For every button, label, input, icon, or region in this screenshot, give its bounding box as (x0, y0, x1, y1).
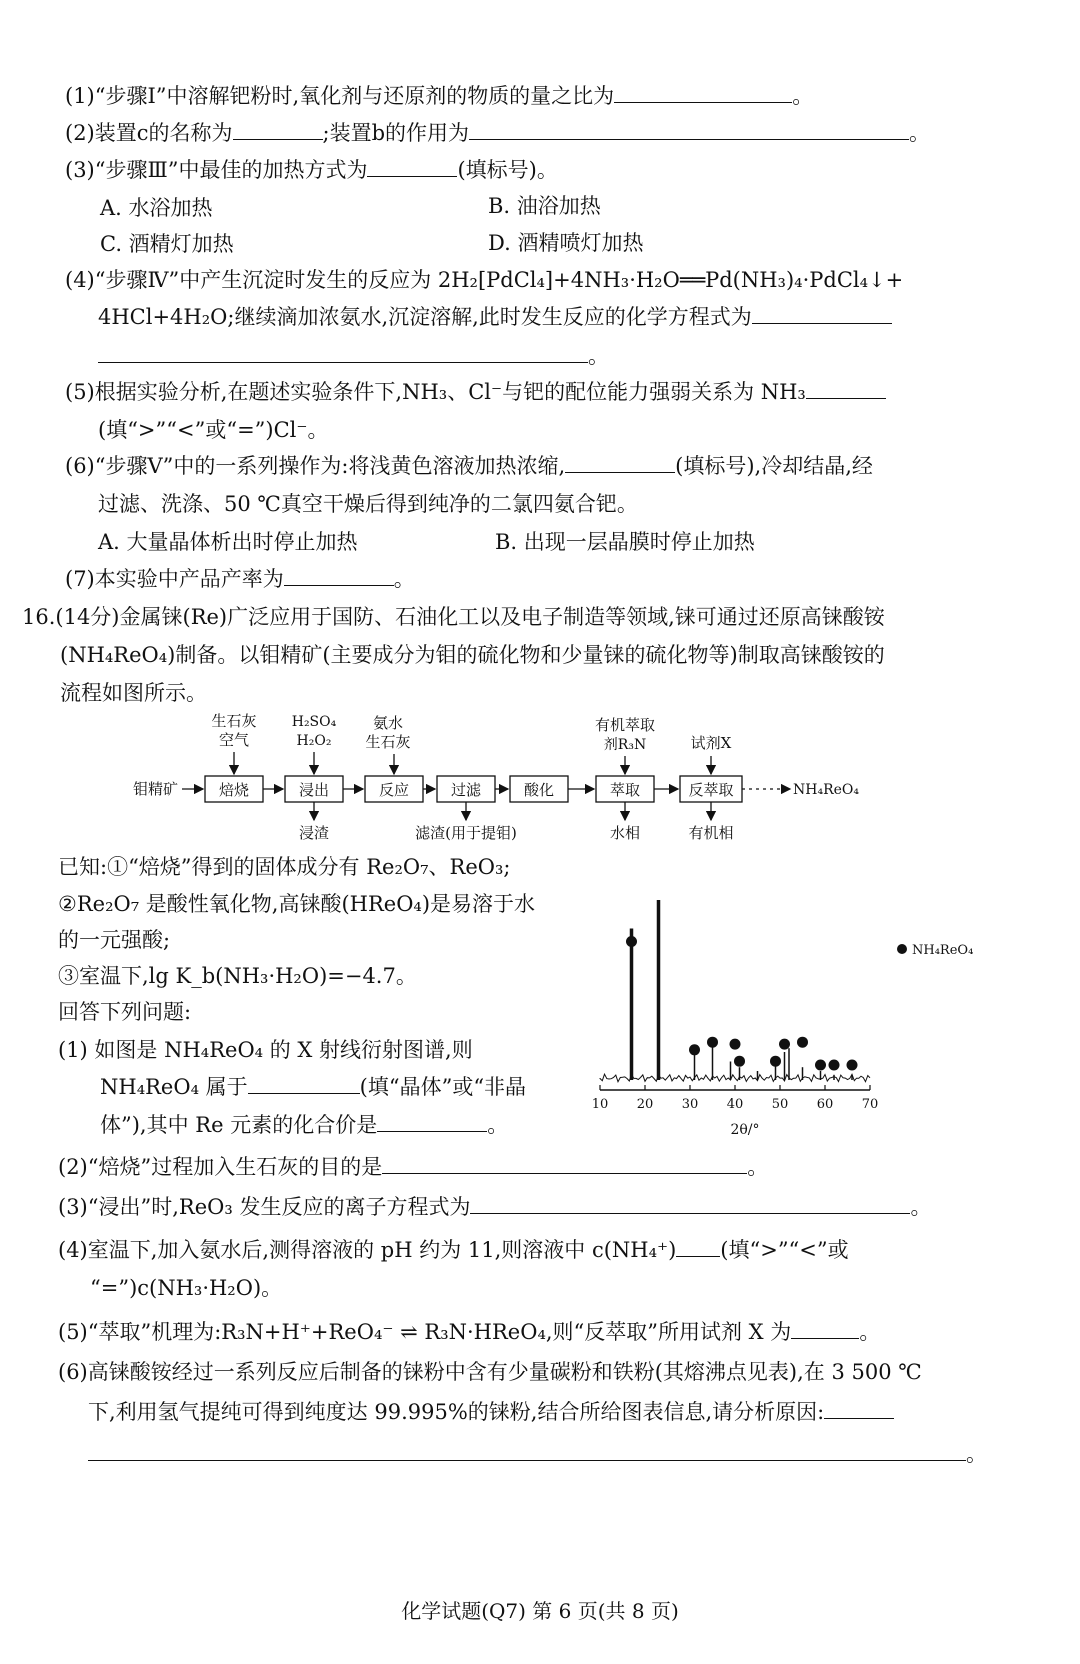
flow-box-label: 焙烧 (218, 781, 250, 799)
known-1: 已知:①“焙烧”得到的固体成分有 Re₂O₇、ReO₃; (58, 855, 511, 879)
answer-prompt: 回答下列问题: (58, 1000, 192, 1024)
flow-box-label: 萃取 (609, 781, 641, 799)
known-3: ③室温下,lg K_b(NH₃·H₂O)=−4.7。 (58, 964, 417, 988)
flow-output-label: 有机相 (688, 824, 734, 842)
q16-part4-cont: “=”)c(NH₃·H₂O)。 (90, 1276, 283, 1300)
flow-input-label: 氨水 (372, 714, 404, 732)
q15-part2: (2)装置c的名称为 ;装置b的作用为 。 (65, 121, 931, 145)
xrd-peak-marker (626, 936, 637, 947)
xrd-baseline (600, 1074, 870, 1082)
q15-part5-cont: (填“>”“<”或“=”)Cl⁻。 (98, 418, 329, 442)
answer-blank[interactable] (752, 303, 892, 324)
x-axis-label: 2θ/° (730, 1122, 760, 1138)
flow-input-label: 剂R₃N (603, 737, 647, 753)
answer-blank[interactable] (377, 1111, 487, 1132)
q15-part4-answer-line: 。 (98, 342, 609, 370)
option-a: A. 水浴加热 (100, 196, 213, 220)
q15-part5: (5)根据实验分析,在题述实验条件下,NH₃、Cl⁻与钯的配位能力强弱关系为 NH₃ (65, 378, 886, 406)
q16-part4: (4)室温下,加入氨水后,测得溶液的 pH 约为 11,则溶液中 c(NH₄⁺) (填“>”“<”或 (58, 1238, 849, 1262)
q16-part6-answer-line: 。 (88, 1440, 987, 1468)
q16-intro: 16.(14分)金属铼(Re)广泛应用于国防、石油化工以及电子制造等领域,铼可通过还原高铼酸铵 (22, 605, 885, 629)
flow-input-label: 空气 (218, 731, 250, 749)
answer-blank[interactable] (233, 119, 323, 140)
xrd-peak-marker (779, 1039, 790, 1050)
x-tick-label: 60 (816, 1097, 834, 1112)
flow-start: 钼精矿 (133, 780, 179, 798)
flow-input-label: H₂O₂ (296, 733, 332, 749)
flow-input-label: 有机萃取 (594, 716, 656, 734)
q15-part6-cont: 过滤、洗涤、50 ℃真空干燥后得到纯净的二氯四氨合钯。 (98, 492, 638, 516)
answer-blank[interactable] (614, 82, 792, 103)
flow-output-label: 浸渣 (298, 824, 330, 842)
x-tick-label: 50 (771, 1097, 789, 1112)
flow-input-label: 生石灰 (365, 733, 411, 751)
flow-box-label: 反应 (378, 781, 410, 799)
answer-blank[interactable] (470, 1193, 910, 1214)
answer-blank[interactable] (676, 1236, 720, 1257)
q15-part4: (4)“步骤Ⅳ”中产生沉淀时发生的反应为 2H₂[PdCl₄]+4NH₃·H₂O══Pd(NH₃)₄·PdCl₄↓+ (65, 268, 904, 292)
x-tick-label: 40 (726, 1097, 744, 1112)
q15-part6: (6)“步骤Ⅴ”中的一系列操作为:将浅黄色溶液加热浓缩, (填标号),冷却结晶,经 (65, 454, 873, 478)
answer-blank[interactable] (791, 1318, 859, 1339)
answer-blank[interactable] (806, 378, 886, 399)
q15-part3: (3)“步骤Ⅲ”中最佳的加热方式为 (填标号)。 (65, 158, 558, 182)
legend-label: NH₄ReO₄ (912, 943, 974, 958)
q16-part6: (6)高铼酸铵经过一系列反应后制备的铼粉中含有少量碳粉和铁粉(其熔沸点见表),在 3 500 ℃ (58, 1360, 922, 1384)
answer-blank[interactable] (382, 1153, 747, 1174)
xrd-peak-marker (815, 1060, 826, 1071)
q15-part4-cont: 4HCl+4H₂O;继续滴加浓氨水,沉淀溶解,此时发生反应的化学方程式为 (98, 303, 892, 331)
flow-end: NH₄ReO₄ (793, 782, 859, 798)
known-2-cont: 的一元强酸; (58, 928, 171, 952)
xrd-peak-marker (730, 1039, 741, 1050)
q15-part7: (7)本实验中产品产率为 。 (65, 567, 415, 591)
flow-input-label: 试剂X (690, 734, 732, 752)
xrd-peak-marker (689, 1044, 700, 1055)
flow-box-label: 浸出 (298, 781, 330, 799)
answer-blank[interactable] (248, 1073, 360, 1094)
x-tick-label: 70 (861, 1097, 879, 1112)
q15-part1: (1)“步骤Ⅰ”中溶解钯粉时,氧化剂与还原剂的物质的量之比为 。 (65, 84, 814, 108)
flow-output-label: 水相 (609, 824, 641, 842)
q16-intro: 流程如图所示。 (60, 681, 207, 705)
q16-part1-cont: NH₄ReO₄ 属于 (填“晶体”或“非晶 (100, 1075, 527, 1099)
xrd-peak-marker (707, 1037, 718, 1048)
x-tick-label: 20 (636, 1097, 654, 1112)
answer-blank[interactable] (284, 565, 394, 586)
flow-input-label: H₂SO₄ (291, 714, 337, 730)
xrd-peak-marker (734, 1056, 745, 1067)
xrd-peak-marker (770, 1056, 781, 1067)
xrd-peak-marker (797, 1037, 808, 1048)
answer-blank[interactable] (367, 156, 457, 177)
flow-input-label: 生石灰 (211, 712, 257, 730)
option-d: D. 酒精喷灯加热 (488, 231, 644, 255)
flow-box-label: 过滤 (450, 781, 482, 799)
answer-blank[interactable] (88, 1440, 966, 1461)
q16-part3: (3)“浸出”时,ReO₃ 发生反应的离子方程式为 。 (58, 1195, 932, 1219)
legend-marker (897, 944, 907, 954)
xrd-peak-marker (847, 1060, 858, 1071)
page-footer: 化学试题(Q7) 第 6 页(共 8 页) (401, 1599, 679, 1623)
answer-blank[interactable] (824, 1398, 894, 1419)
flow-output-label: 滤渣(用于提钼) (415, 824, 517, 842)
q16-part1-cont: 体”),其中 Re 元素的化合价是 。 (100, 1113, 509, 1137)
option-a: A. 大量晶体析出时停止加热 (98, 530, 358, 554)
q16-part1: (1) 如图是 NH₄ReO₄ 的 X 射线衍射图谱,则 (58, 1038, 473, 1062)
answer-blank[interactable] (469, 119, 909, 140)
option-c: C. 酒精灯加热 (100, 232, 234, 256)
xrd-pattern-chart (590, 880, 1010, 1140)
flow-box-label: 反萃取 (688, 781, 734, 799)
q16-intro: (NH₄ReO₄)制备。以钼精矿(主要成分为钼的硫化物和少量铼的硫化物等)制取高铼酸铵的 (60, 643, 885, 667)
process-flow-diagram (120, 712, 920, 862)
answer-blank[interactable] (98, 342, 588, 363)
xrd-peak-marker (829, 1060, 840, 1071)
q16-part2: (2)“焙烧”过程加入生石灰的目的是 。 (58, 1155, 769, 1179)
q16-part5: (5)“萃取”机理为:R₃N+H⁺+ReO₄⁻ ⇌ R₃N·HReO₄,则“反萃取”所用试剂 X 为 。 (58, 1320, 881, 1344)
answer-blank[interactable] (565, 452, 675, 473)
q16-part6-cont: 下,利用氢气提纯可得到纯度达 99.995%的铼粉,结合所给图表信息,请分析原因: (88, 1398, 894, 1426)
known-2: ②Re₂O₇ 是酸性氧化物,高铼酸(HReO₄)是易溶于水 (58, 892, 536, 916)
x-tick-label: 30 (681, 1097, 699, 1112)
flow-box-label: 酸化 (523, 781, 555, 799)
option-b: B. 油浴加热 (488, 194, 601, 218)
x-tick-label: 10 (591, 1097, 609, 1112)
option-b: B. 出现一层晶膜时停止加热 (495, 530, 755, 554)
